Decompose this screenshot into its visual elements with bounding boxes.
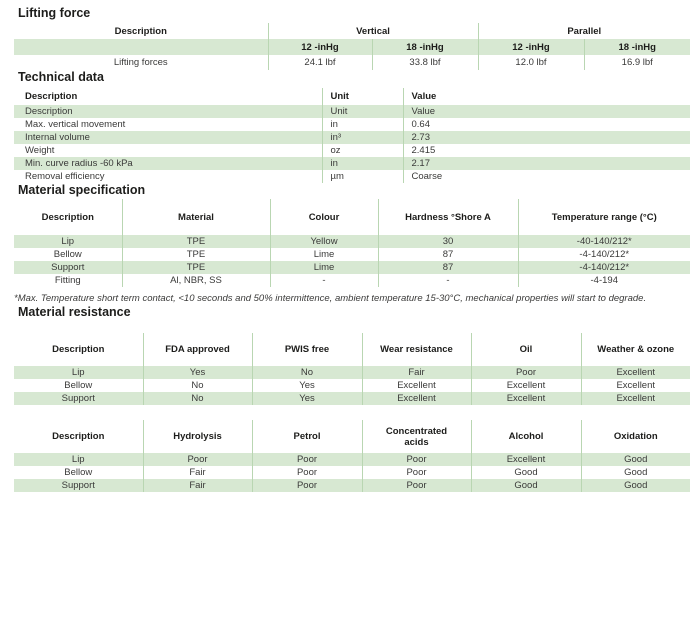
cell: 2.17 xyxy=(403,157,690,170)
table-row xyxy=(14,366,690,379)
column-header: Concentrated acids xyxy=(362,420,471,453)
cell: Lip xyxy=(14,235,122,248)
cell: Poor xyxy=(362,466,471,479)
cell: 24.1 lbf xyxy=(268,55,372,70)
column-header: 12 -inHg xyxy=(268,39,372,55)
column-header: Wear resistance xyxy=(362,333,471,366)
table-row xyxy=(14,261,690,274)
cell: Yes xyxy=(252,392,362,405)
cell: Excellent xyxy=(362,392,471,405)
cell: Min. curve radius -60 kPa xyxy=(14,157,322,170)
cell: Lime xyxy=(270,248,378,261)
cell: Coarse xyxy=(403,170,690,183)
column-header: Hardness °Shore A xyxy=(378,199,518,235)
column-header: Alcohol xyxy=(471,420,581,453)
cell: Poor xyxy=(143,453,252,466)
cell: 2.415 xyxy=(403,144,690,157)
section-title-technical-data: Technical data xyxy=(18,70,104,84)
table-row xyxy=(14,248,690,261)
cell: 16.9 lbf xyxy=(584,55,690,70)
cell: Good xyxy=(471,466,581,479)
cell: Good xyxy=(471,479,581,492)
cell: Removal efficiency xyxy=(25,171,105,182)
cell: Weight xyxy=(25,145,55,156)
cell: Good xyxy=(581,479,690,492)
cell: 87 xyxy=(378,261,518,274)
column-header: Description xyxy=(52,344,105,355)
column-header: Temperature range (°C) xyxy=(518,199,690,235)
cell: Unit xyxy=(322,105,403,118)
cell: Poor xyxy=(362,479,471,492)
table-row xyxy=(14,466,690,479)
cell: 0.64 xyxy=(403,118,690,131)
cell: Excellent xyxy=(471,379,581,392)
table-header-row xyxy=(14,420,690,453)
column-header: Weather & ozone xyxy=(581,333,690,366)
column-header: Vertical xyxy=(268,23,478,39)
cell: -4-140/212* xyxy=(518,248,690,261)
table-row xyxy=(14,274,690,287)
cell: 30 xyxy=(378,235,518,248)
column-header: Oxidation xyxy=(581,420,690,453)
cell: Poor xyxy=(252,453,362,466)
column-header: 18 -inHg xyxy=(372,39,478,55)
table-row xyxy=(14,55,690,70)
cell: Fair xyxy=(362,366,471,379)
cell: Poor xyxy=(252,466,362,479)
table-row xyxy=(14,379,690,392)
cell: Bellow xyxy=(64,467,93,478)
column-header: Value xyxy=(403,88,690,105)
cell: Excellent xyxy=(362,379,471,392)
cell: in³ xyxy=(322,131,403,144)
cell: 12.0 lbf xyxy=(478,55,584,70)
cell: Internal volume xyxy=(14,131,322,144)
cell: oz xyxy=(322,144,403,157)
cell: Max. vertical movement xyxy=(25,119,126,130)
table-header-row xyxy=(14,88,690,105)
cell: -4-194 xyxy=(518,274,690,287)
table-row xyxy=(14,392,690,405)
material-specification-footnote: *Max. Temperature short term contact, <10 seconds and 50% intermittence, ambient temperature 15-30°C, mechanical properties will start to degrade. xyxy=(14,293,647,304)
cell: in xyxy=(322,157,403,170)
cell: Support xyxy=(14,479,143,492)
cell: Yes xyxy=(143,366,252,379)
table-row xyxy=(14,118,690,131)
cell: No xyxy=(252,366,362,379)
column-header: Petrol xyxy=(252,420,362,453)
cell: - xyxy=(270,274,378,287)
table-row xyxy=(14,105,690,118)
column-header: 12 -inHg xyxy=(478,39,584,55)
cell: Lip xyxy=(14,366,143,379)
section-title-material-resistance: Material resistance xyxy=(18,305,131,319)
cell: Fair xyxy=(143,466,252,479)
material-specification-table xyxy=(14,199,690,287)
cell: Bellow xyxy=(64,380,93,391)
cell: - xyxy=(378,274,518,287)
table-row xyxy=(14,170,690,183)
cell: Value xyxy=(403,105,690,118)
cell: Poor xyxy=(471,366,581,379)
cell: Support xyxy=(14,261,122,274)
cell: Lifting forces xyxy=(113,57,168,68)
table-header-row xyxy=(14,23,690,39)
section-title-material-specification: Material specification xyxy=(18,183,146,197)
cell: Poor xyxy=(252,479,362,492)
cell: 33.8 lbf xyxy=(372,55,478,70)
column-header: Description xyxy=(52,431,105,442)
column-header: Oil xyxy=(471,333,581,366)
cell: Good xyxy=(581,466,690,479)
cell xyxy=(14,39,268,55)
cell: Yes xyxy=(252,379,362,392)
lifting-force-table xyxy=(14,23,690,70)
table-row xyxy=(14,157,690,170)
cell: Lime xyxy=(270,261,378,274)
cell: Excellent xyxy=(581,366,690,379)
cell: 2.73 xyxy=(403,131,690,144)
cell: Poor xyxy=(362,453,471,466)
material-resistance-table-1 xyxy=(14,333,690,405)
table-header-row xyxy=(14,333,690,366)
cell: No xyxy=(143,379,252,392)
cell: Yellow xyxy=(270,235,378,248)
column-header: Hydrolysis xyxy=(143,420,252,453)
column-header: Description xyxy=(25,91,78,102)
column-header: Material xyxy=(122,199,270,235)
cell: in xyxy=(322,118,403,131)
table-subheader-row xyxy=(14,39,690,55)
column-header: Colour xyxy=(270,199,378,235)
table-row xyxy=(14,235,690,248)
cell: -4-140/212* xyxy=(518,261,690,274)
cell: Description xyxy=(14,105,322,118)
column-header: PWIS free xyxy=(252,333,362,366)
table-row xyxy=(14,453,690,466)
cell: 87 xyxy=(378,248,518,261)
cell: TPE xyxy=(122,235,270,248)
cell: Good xyxy=(581,453,690,466)
table-row xyxy=(14,479,690,492)
column-header: FDA approved xyxy=(143,333,252,366)
cell: Fair xyxy=(143,479,252,492)
cell: Excellent xyxy=(581,379,690,392)
column-header: 18 -inHg xyxy=(584,39,690,55)
cell: Al, NBR, SS xyxy=(122,274,270,287)
table-header-row xyxy=(14,199,690,235)
column-header: Description xyxy=(41,211,94,223)
cell: Support xyxy=(14,392,143,405)
cell: Excellent xyxy=(471,453,581,466)
cell: Bellow xyxy=(53,249,82,260)
column-header: Description xyxy=(114,25,167,37)
cell: No xyxy=(143,392,252,405)
cell: Lip xyxy=(14,453,143,466)
cell: TPE xyxy=(122,261,270,274)
cell: -40-140/212* xyxy=(518,235,690,248)
column-header: Parallel xyxy=(478,23,690,39)
technical-data-table xyxy=(14,88,690,183)
table-row xyxy=(14,144,690,157)
cell: µm xyxy=(322,170,403,183)
section-title-lifting-force: Lifting force xyxy=(18,6,91,20)
cell: Excellent xyxy=(581,392,690,405)
column-header: Unit xyxy=(322,88,403,105)
cell: Fitting xyxy=(54,275,81,286)
table-row xyxy=(14,131,690,144)
material-resistance-table-2 xyxy=(14,420,690,492)
cell: Excellent xyxy=(471,392,581,405)
cell: TPE xyxy=(122,248,270,261)
